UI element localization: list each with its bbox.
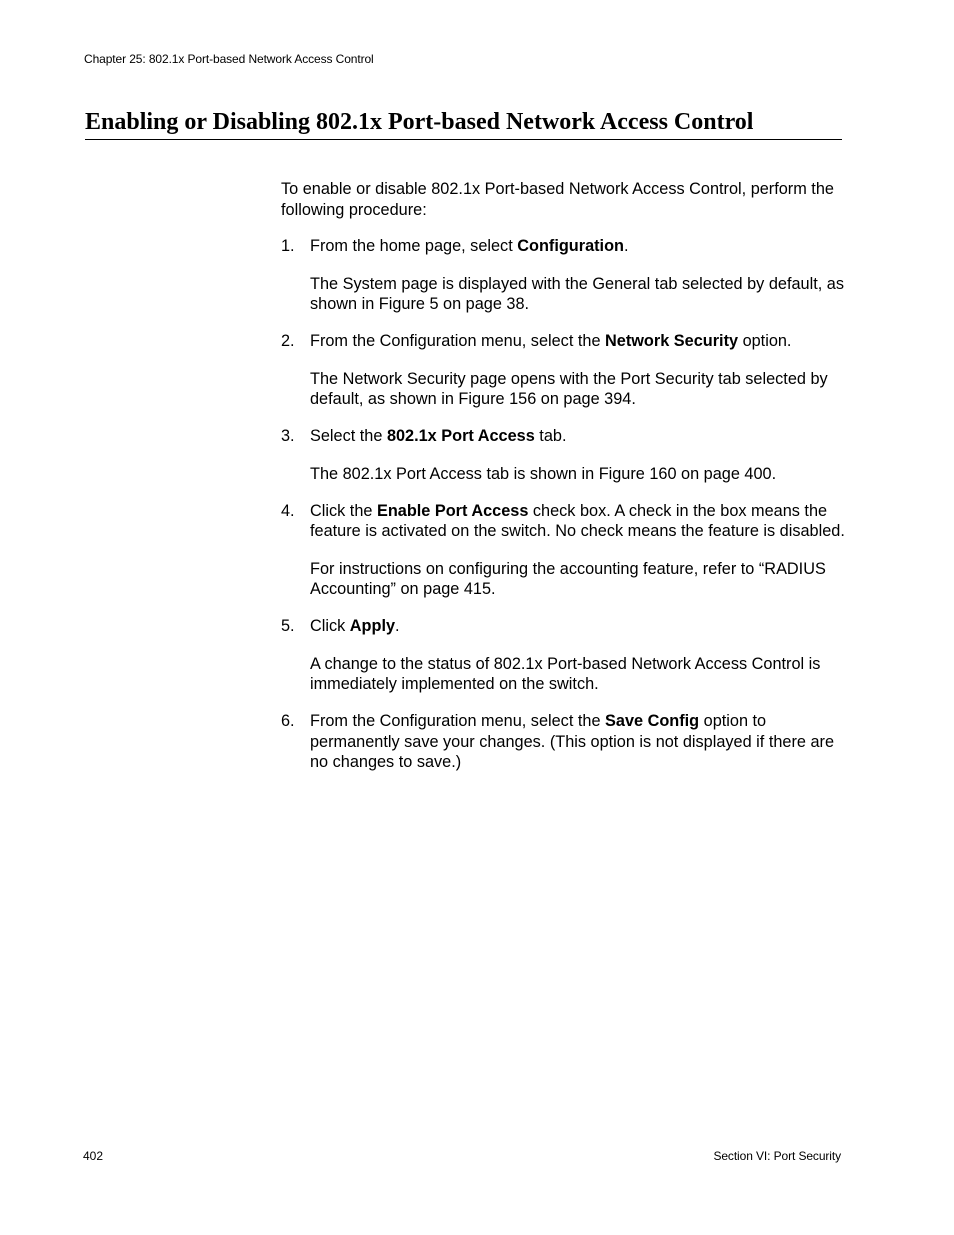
step-instruction: From the Configuration menu, select the Network Security option. xyxy=(310,332,792,350)
step-1 xyxy=(281,236,846,315)
step-3 xyxy=(281,426,846,484)
step-instruction: Click Apply. xyxy=(310,617,400,635)
step-result: The 802.1x Port Access tab is shown in Figure 160 on page 400. xyxy=(310,464,777,483)
step-instruction: From the Configuration menu, select the Save Config option to permanently save your changes. (This option is not displayed if there are no changes to save.) xyxy=(310,712,834,771)
step-number: 1. xyxy=(281,237,295,255)
step-2 xyxy=(281,331,846,410)
step-number: 4. xyxy=(281,501,295,520)
step-result: For instructions on configuring the accounting feature, refer to “RADIUS Accounting” on page 415. xyxy=(310,559,826,598)
step-6 xyxy=(281,711,846,773)
ui-term: Apply xyxy=(349,617,396,635)
step-result: The Network Security page opens with the Port Security tab selected by default, as shown in Figure 156 on page 394. xyxy=(310,369,828,408)
step-number: 6. xyxy=(281,712,295,730)
step-instruction: Select the 802.1x Port Access tab. xyxy=(310,427,567,445)
ui-term: Enable Port Access xyxy=(376,501,529,520)
step-instruction: From the home page, select Configuration. xyxy=(310,237,629,255)
ui-term: Network Security xyxy=(605,332,739,350)
step-number: 5. xyxy=(281,617,295,635)
step-result: The System page is displayed with the General tab selected by default, as shown in Figure 5 on page 38. xyxy=(310,274,844,313)
procedure-body xyxy=(281,179,846,789)
section-title: Enabling or Disabling 802.1x Port-based Network Access Control xyxy=(85,107,842,140)
step-result: A change to the status of 802.1x Port-based Network Access Control is immediately implemented on the switch. xyxy=(310,654,821,693)
intro-paragraph: To enable or disable 802.1x Port-based Network Access Control, perform the following procedure: xyxy=(281,180,834,219)
page-number: 402 xyxy=(83,1149,104,1163)
step-4 xyxy=(281,501,846,600)
step-number: 3. xyxy=(281,427,295,445)
step-instruction: Click the Enable Port Access check box. A check in the box means the feature is activated on the switch. No check means the feature is disabled. xyxy=(310,501,845,540)
step-5 xyxy=(281,616,846,695)
ui-term: 802.1x Port Access xyxy=(386,427,535,445)
running-footer-section: Section VI: Port Security xyxy=(713,1149,841,1163)
ui-term: Save Config xyxy=(605,712,700,730)
step-number: 2. xyxy=(281,332,295,350)
ui-term: Configuration xyxy=(517,237,624,255)
running-header: Chapter 25: 802.1x Port-based Network Access Control xyxy=(84,52,374,66)
